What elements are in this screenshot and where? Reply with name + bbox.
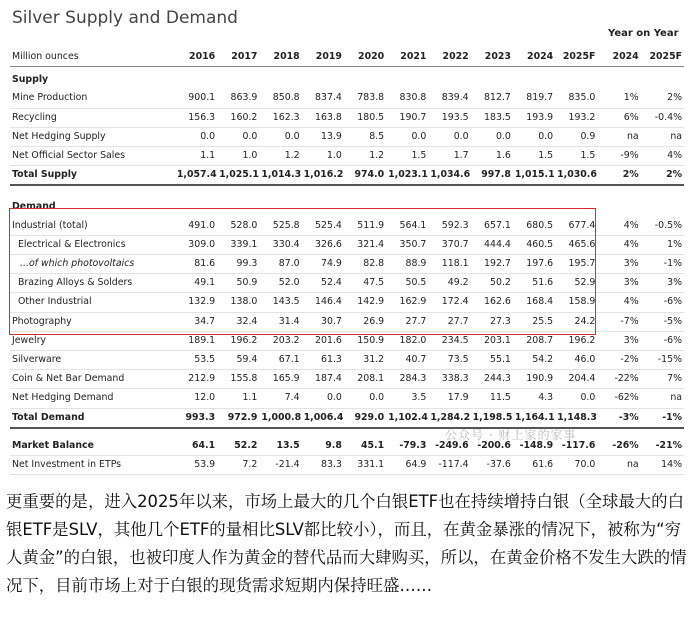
cell-value: 13.5 [259,437,301,456]
cell-value: 444.4 [471,235,513,254]
row-label: Net Official Sector Sales [10,147,175,166]
cell-value: -117.6 [555,437,597,456]
net-investment-row [10,456,684,475]
cell-value: 88.9 [386,255,428,274]
cell-value: 974.0 [344,166,386,186]
row-label: Market Balance [10,437,175,456]
cell-value: 52.9 [555,274,597,293]
cell-value: 234.5 [428,331,470,350]
cell-value: 972.9 [217,408,259,428]
row-label: Brazing Alloys & Solders [10,274,175,293]
cell-value: 52.0 [259,274,301,293]
cell-value: -21.4 [259,456,301,475]
cell-value: 190.9 [513,370,555,389]
cell-value: -2% [597,351,640,370]
cell-value: -9% [597,147,640,166]
cell-value: 208.7 [513,331,555,350]
cell-value: -22% [597,370,640,389]
cell-value: 2021 [386,48,428,67]
cell-value: na [597,127,640,146]
cell-value: 0.0 [217,127,259,146]
cell-value: 55.1 [471,351,513,370]
table-header-row [10,48,684,67]
row-label: Coin & Net Bar Demand [10,370,175,389]
cell-value: 26.9 [344,312,386,331]
cell-value: 182.0 [386,331,428,350]
cell-value: 339.1 [217,235,259,254]
cell-value: 195.7 [555,255,597,274]
row-label: Total Demand [10,408,175,428]
row-label: Recycling [10,108,175,127]
cell-value: 819.7 [513,89,555,108]
cell-value: 201.6 [302,331,344,350]
cell-value: 7.2 [217,456,259,475]
cell-value: 1.0 [302,147,344,166]
cell-value: 1,016.2 [302,166,344,186]
cell-value: 9.8 [302,437,344,456]
demand-row [10,389,684,408]
cell-value: 2022 [428,48,470,67]
cell-value: 7% [641,370,684,389]
cell-value: -117.4 [428,456,470,475]
demand-row [10,255,684,274]
cell-value: 0.0 [175,127,217,146]
cell-value: 929.0 [344,408,386,428]
cell-value: 491.0 [175,217,217,236]
cell-value: 61.6 [513,456,555,475]
cell-value: 193.5 [428,108,470,127]
cell-value: 0.0 [555,389,597,408]
cell-value: 0.0 [513,127,555,146]
cell-value: -3% [597,408,640,428]
cell-value: 46.0 [555,351,597,370]
cell-value: 203.2 [259,331,301,350]
cell-value: 900.1 [175,89,217,108]
cell-value: 2% [641,166,684,186]
cell-value: 1,014.3 [259,166,301,186]
row-label: Net Hedging Demand [10,389,175,408]
cell-value: 50.2 [471,274,513,293]
cell-value: 3% [597,274,640,293]
section-demand [10,194,684,216]
row-label: Silverware [10,351,175,370]
cell-value: -0.4% [641,108,684,127]
cell-value: 2025F [641,48,684,67]
cell-value: 34.7 [175,312,217,331]
row-label: Jewelry [10,331,175,350]
cell-value: 2018 [259,48,301,67]
cell-value: 1,025.1 [217,166,259,186]
cell-value: 162.9 [386,293,428,312]
cell-value: -5% [641,312,684,331]
cell-value: 1,000.8 [259,408,301,428]
cell-value: -79.3 [386,437,428,456]
cell-value: 1.0 [217,147,259,166]
cell-value: 25.5 [513,312,555,331]
supply-row [10,127,684,146]
cell-value: -21% [641,437,684,456]
cell-value: 27.3 [471,312,513,331]
cell-value: 2025F [555,48,597,67]
cell-value: 1.5 [513,147,555,166]
cell-value: 47.5 [344,274,386,293]
cell-value: 193.2 [555,108,597,127]
spacer-row [10,428,684,437]
cell-value: 192.7 [471,255,513,274]
cell-value: 212.9 [175,370,217,389]
cell-value: 54.2 [513,351,555,370]
cell-value: 6% [597,108,640,127]
cell-value: 1,015.1 [513,166,555,186]
cell-value: 4% [641,147,684,166]
cell-value: 17.9 [428,389,470,408]
cell-value: 81.6 [175,255,217,274]
cell-value: 1.5 [555,147,597,166]
cell-value: -7% [597,312,640,331]
cell-value: 187.4 [302,370,344,389]
cell-value: 338.3 [428,370,470,389]
cell-value: 51.6 [513,274,555,293]
cell-value: 40.7 [386,351,428,370]
cell-value: 132.9 [175,293,217,312]
cell-value: 74.9 [302,255,344,274]
cell-value: 1,102.4 [386,408,428,428]
cell-value: 783.8 [344,89,386,108]
cell-value: 525.8 [259,217,301,236]
cell-value: 1.1 [217,389,259,408]
cell-value: 31.2 [344,351,386,370]
cell-value: 528.0 [217,217,259,236]
cell-value: 0.0 [386,127,428,146]
cell-value: 4.3 [513,389,555,408]
cell-value: 1.6 [471,147,513,166]
cell-value: 812.7 [471,89,513,108]
cell-value: 59.4 [217,351,259,370]
cell-value: 326.6 [302,235,344,254]
cell-value: 1.5 [386,147,428,166]
cell-value: 165.9 [259,370,301,389]
watermark: 公众号 · 财上家的家事 [445,428,577,442]
cell-value: -1% [641,255,684,274]
cell-value: 190.7 [386,108,428,127]
cell-value: 53.9 [175,456,217,475]
cell-value: 172.4 [428,293,470,312]
cell-value: -15% [641,351,684,370]
cell-value: 460.5 [513,235,555,254]
cell-value: 180.5 [344,108,386,127]
cell-value: 27.7 [428,312,470,331]
cell-value: 64.9 [386,456,428,475]
cell-value: 309.0 [175,235,217,254]
cell-value: 155.8 [217,370,259,389]
cell-value: 7.4 [259,389,301,408]
demand-row [10,370,684,389]
demand-row [10,293,684,312]
demand-row [10,351,684,370]
cell-value: 1,164.1 [513,408,555,428]
total-supply-row [10,166,684,186]
cell-value: 511.9 [344,217,386,236]
cell-value: 168.4 [513,293,555,312]
cell-value: 8.5 [344,127,386,146]
cell-value: 138.0 [217,293,259,312]
cell-value: 244.3 [471,370,513,389]
cell-value: 83.3 [302,456,344,475]
cell-value: -37.6 [471,456,513,475]
cell-value: 0.0 [302,389,344,408]
supply-demand-table [10,48,684,475]
cell-value: 64.1 [175,437,217,456]
cell-value: 837.4 [302,89,344,108]
cell-value: 564.1 [386,217,428,236]
cell-value: 24.2 [555,312,597,331]
cell-value: 196.2 [555,331,597,350]
row-label: Net Investment in ETPs [10,456,175,475]
supply-row [10,108,684,127]
cell-value: 331.1 [344,456,386,475]
cell-value: 2023 [471,48,513,67]
cell-value: 82.8 [344,255,386,274]
cell-value: 203.1 [471,331,513,350]
cell-value: 162.3 [259,108,301,127]
cell-value: 839.4 [428,89,470,108]
cell-value: 1% [597,89,640,108]
cell-value: 30.7 [302,312,344,331]
row-label: Total Supply [10,166,175,186]
row-label: Mine Production [10,89,175,108]
cell-value: 189.1 [175,331,217,350]
cell-value: 52.4 [302,274,344,293]
section-label: Demand [12,201,56,213]
cell-value: 0.9 [555,127,597,146]
cell-value: 99.3 [217,255,259,274]
cell-value: 350.7 [386,235,428,254]
cell-value: 1,006.4 [302,408,344,428]
section-label: Supply [12,74,49,86]
cell-value: 1.1 [175,147,217,166]
cell-value: 193.9 [513,108,555,127]
row-label: ...of which photovoltaics [10,255,175,274]
cell-value: -1% [641,408,684,428]
cell-value: 3% [597,255,640,274]
cell-value: 465.6 [555,235,597,254]
cell-value: 2020 [344,48,386,67]
cell-value: 4% [597,235,640,254]
cell-value: 52.2 [217,437,259,456]
cell-value: 330.4 [259,235,301,254]
cell-value: 1.7 [428,147,470,166]
cell-value: 835.0 [555,89,597,108]
demand-row [10,217,684,236]
section-supply [10,67,684,90]
cell-value: 49.1 [175,274,217,293]
cell-value: 11.5 [471,389,513,408]
cell-value: 0.0 [428,127,470,146]
cell-value: 27.7 [386,312,428,331]
cell-value: 993.3 [175,408,217,428]
cell-value: 14% [641,456,684,475]
cell-value: -6% [641,293,684,312]
cell-value: 370.7 [428,235,470,254]
cell-value: 45.1 [344,437,386,456]
demand-row [10,235,684,254]
cell-value: -6% [641,331,684,350]
cell-value: 1,030.6 [555,166,597,186]
total-demand-row [10,408,684,428]
cell-value: 525.4 [302,217,344,236]
cell-value: -148.9 [513,437,555,456]
year-on-year-header: Year on Year [608,28,679,39]
article-paragraph: 更重要的是，进入2025年以来，市场上最大的几个白银ETF也在持续增持白银（全球最大的白银ETF是SLV，其他几个ETF的量相比SLV都比较小），而且，在黄金暴涨的情况下，被称为“穷人黄金”的白银，也被印度人作为黄金的替代品而大肆购买，所以，在黄金价格不发生大跌的情况下，目前市场上对于白银的现货需求短期内保持旺盛…… [6,492,687,595]
market-balance-row [10,437,684,456]
cell-value: 1,023.1 [386,166,428,186]
cell-value: 142.9 [344,293,386,312]
cell-value: 50.9 [217,274,259,293]
cell-value: na [597,456,640,475]
cell-value: 118.1 [428,255,470,274]
cell-value: 850.8 [259,89,301,108]
cell-value: 50.5 [386,274,428,293]
cell-value: 2016 [175,48,217,67]
cell-value: 32.4 [217,312,259,331]
cell-value: 1.2 [344,147,386,166]
cell-value: 67.1 [259,351,301,370]
cell-value: 160.2 [217,108,259,127]
cell-value: 183.5 [471,108,513,127]
cell-value: 1,198.5 [471,408,513,428]
cell-value: na [641,389,684,408]
row-label: Million ounces [10,48,175,67]
cell-value: 150.9 [344,331,386,350]
cell-value: 146.4 [302,293,344,312]
cell-value: 197.6 [513,255,555,274]
cell-value: 156.3 [175,108,217,127]
cell-value: 2024 [513,48,555,67]
cell-value: 3% [597,331,640,350]
cell-value: 0.0 [344,389,386,408]
cell-value: 4% [597,293,640,312]
cell-value: 73.5 [428,351,470,370]
cell-value: 1.2 [259,147,301,166]
cell-value: 53.5 [175,351,217,370]
cell-value: -0.5% [641,217,684,236]
cell-value: 49.2 [428,274,470,293]
row-label: Photography [10,312,175,331]
table-title: Silver Supply and Demand [12,8,238,28]
demand-row [10,274,684,293]
cell-value: 680.5 [513,217,555,236]
cell-value: 70.0 [555,456,597,475]
cell-value: 31.4 [259,312,301,331]
demand-row [10,331,684,350]
cell-value: 12.0 [175,389,217,408]
cell-value: 158.9 [555,293,597,312]
cell-value: 2024 [597,48,640,67]
cell-value: 0.0 [259,127,301,146]
cell-value: 657.1 [471,217,513,236]
cell-value: 830.8 [386,89,428,108]
cell-value: 143.5 [259,293,301,312]
cell-value: 4% [597,217,640,236]
cell-value: 87.0 [259,255,301,274]
cell-value: -249.6 [428,437,470,456]
demand-row [10,312,684,331]
cell-value: 208.1 [344,370,386,389]
cell-value: 677.4 [555,217,597,236]
cell-value: 61.3 [302,351,344,370]
cell-value: 2% [597,166,640,186]
row-label: Industrial (total) [10,217,175,236]
cell-value: 1,057.4 [175,166,217,186]
supply-row [10,89,684,108]
row-label: Electrical & Electronics [10,235,175,254]
spacer-row [10,185,684,194]
cell-value: 863.9 [217,89,259,108]
row-label: Net Hedging Supply [10,127,175,146]
cell-value: -62% [597,389,640,408]
cell-value: 204.4 [555,370,597,389]
cell-value: na [641,127,684,146]
cell-value: 163.8 [302,108,344,127]
cell-value: 284.3 [386,370,428,389]
cell-value: 13.9 [302,127,344,146]
cell-value: 2019 [302,48,344,67]
cell-value: 1% [641,235,684,254]
cell-value: 997.8 [471,166,513,186]
cell-value: 1,148.3 [555,408,597,428]
cell-value: 1,284.2 [428,408,470,428]
cell-value: 196.2 [217,331,259,350]
cell-value: 3% [641,274,684,293]
supply-row [10,147,684,166]
cell-value: 2017 [217,48,259,67]
row-label: Other Industrial [10,293,175,312]
cell-value: 2% [641,89,684,108]
cell-value: 3.5 [386,389,428,408]
cell-value: 0.0 [471,127,513,146]
cell-value: 162.6 [471,293,513,312]
cell-value: 321.4 [344,235,386,254]
cell-value: -26% [597,437,640,456]
cell-value: 1,034.6 [428,166,470,186]
cell-value: -200.6 [471,437,513,456]
cell-value: 592.3 [428,217,470,236]
